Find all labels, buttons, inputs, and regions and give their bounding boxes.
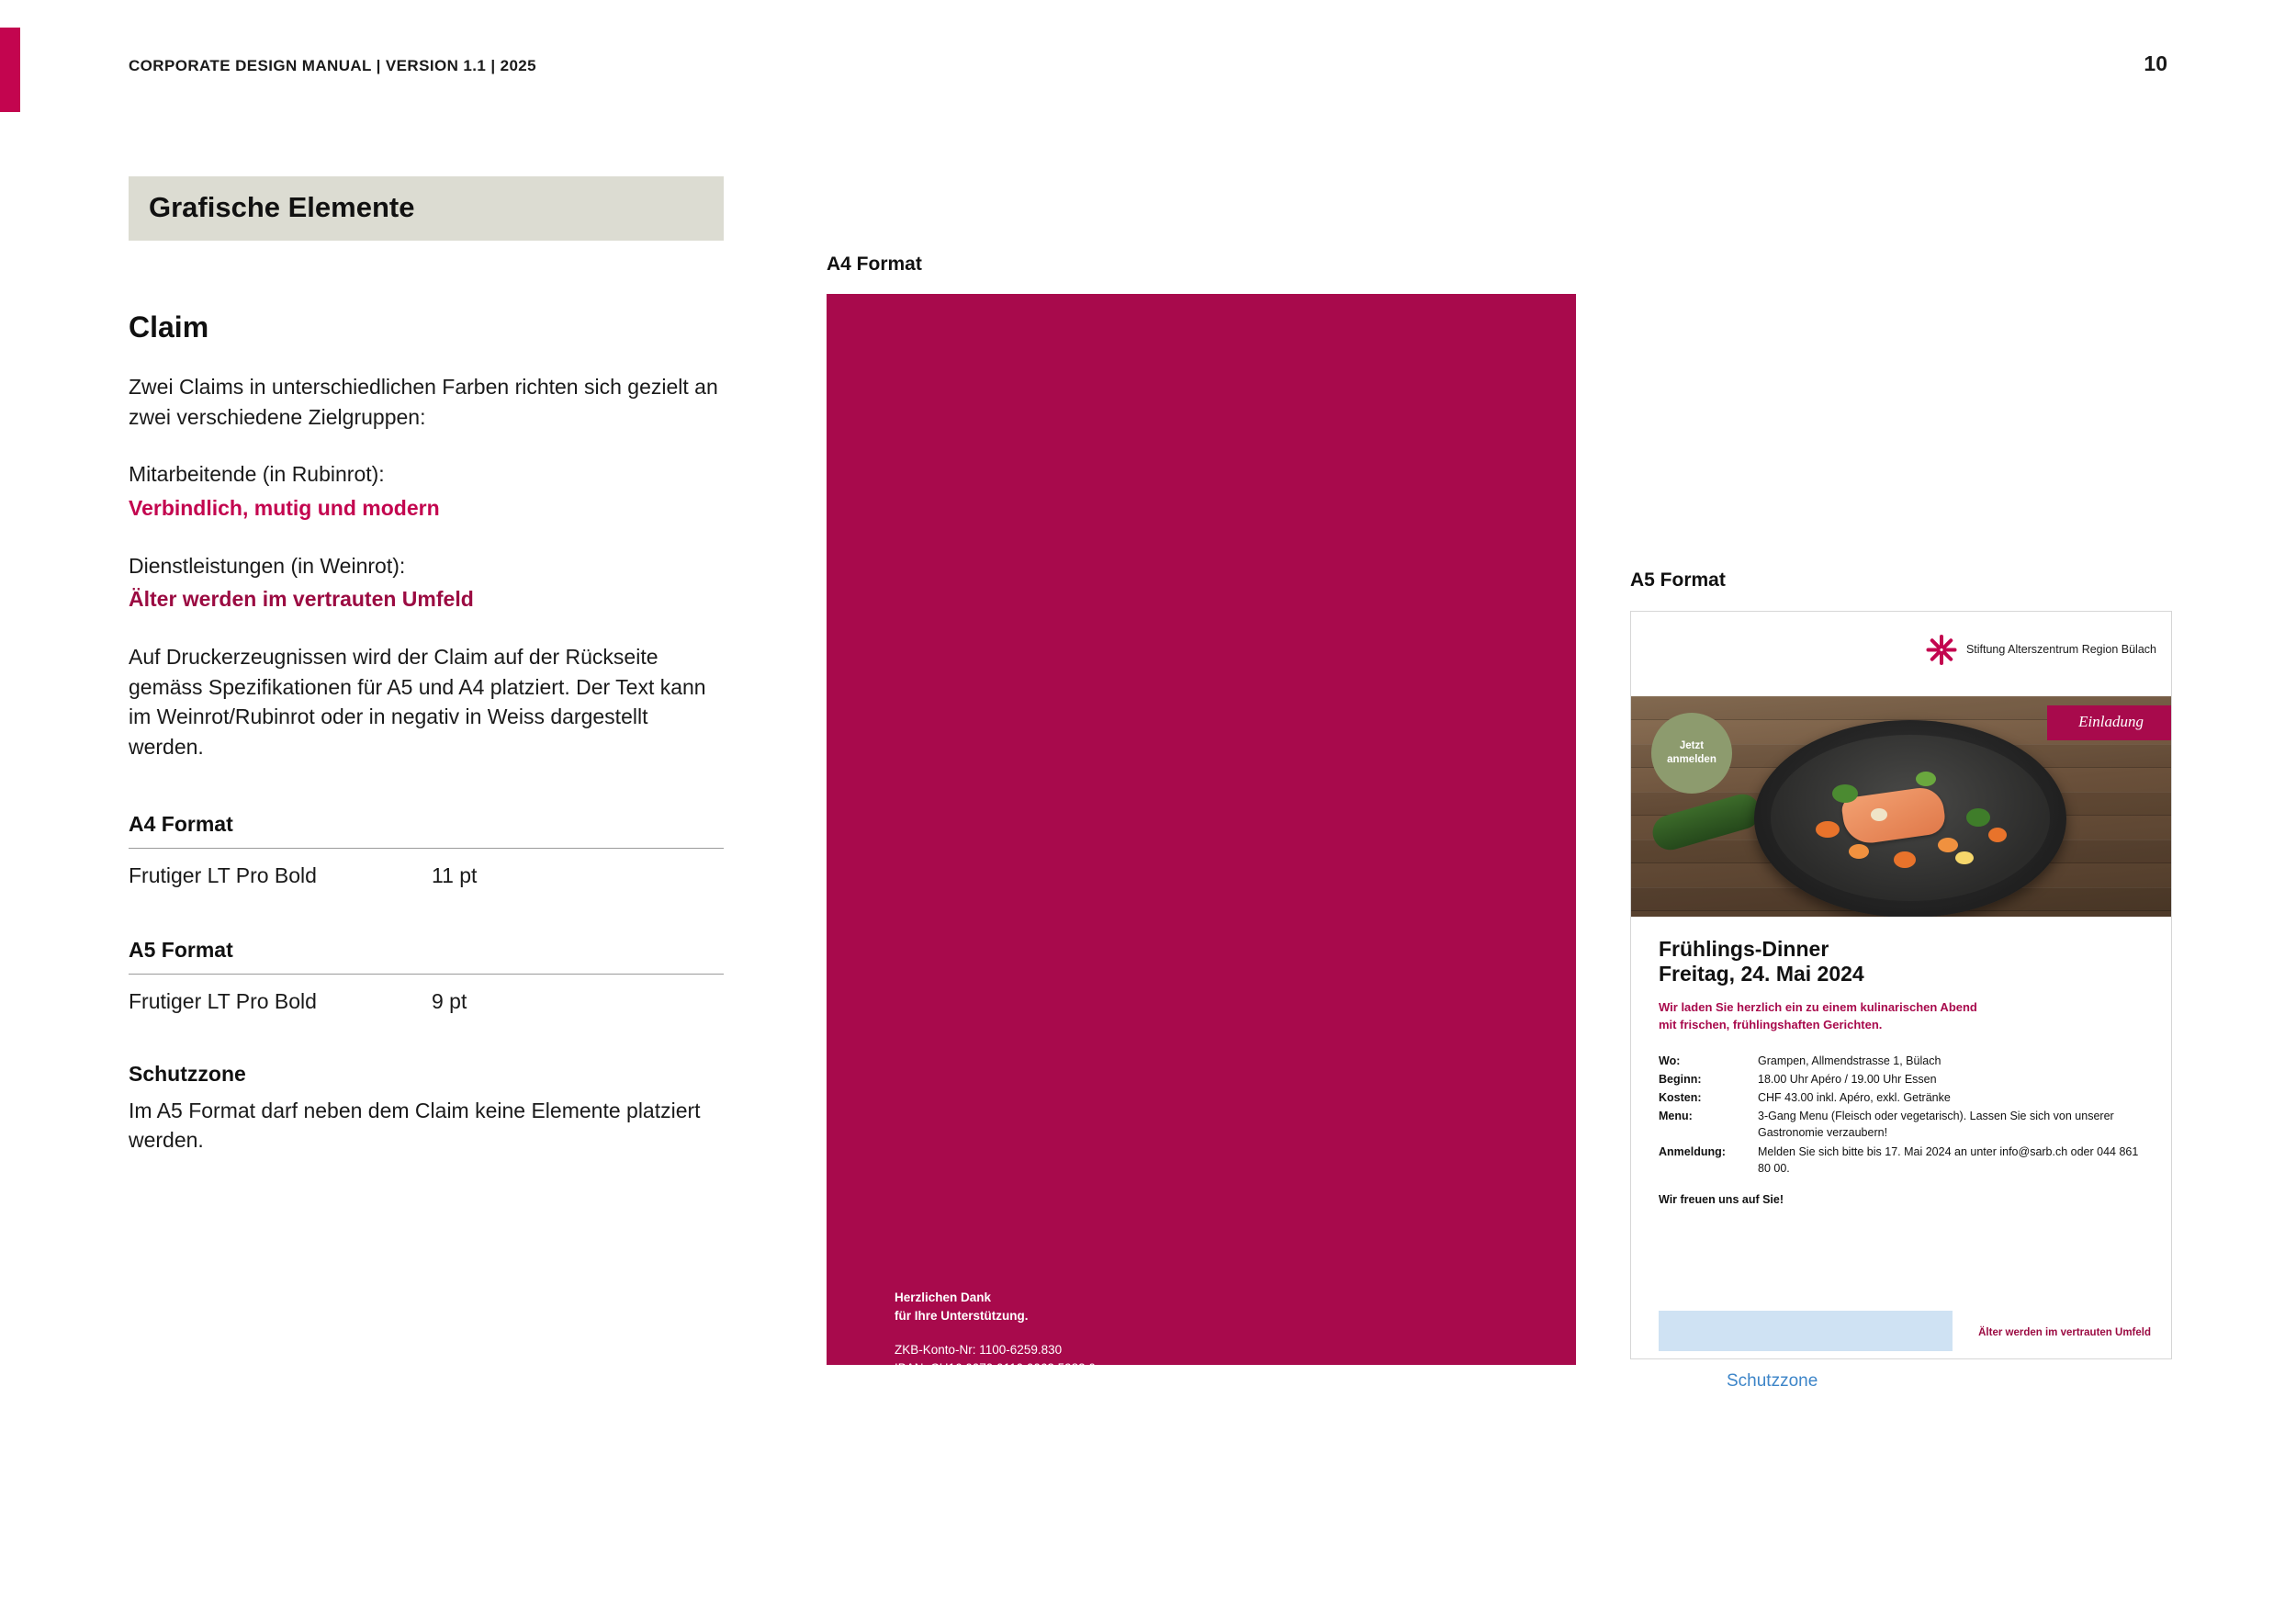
a5-claim-text: Älter werden im vertrauten Umfeld — [1978, 1327, 2151, 1338]
section-title: Grafische Elemente — [149, 191, 415, 223]
detail-value: CHF 43.00 inkl. Apéro, exkl. Getränke — [1758, 1091, 1951, 1105]
a4-fineprint-line-1: Wir sind eine gemeinnützige Stiftung ohne — [895, 1572, 1093, 1584]
table-row — [1659, 1108, 2144, 1141]
a4-fineprint — [895, 1571, 1115, 1603]
a5-content — [1631, 917, 2171, 1206]
pan-with-food — [1754, 720, 2066, 917]
spec-a5-label: A5 Format — [129, 937, 233, 962]
a4-bank-block — [895, 1341, 1096, 1377]
detail-value: Grampen, Allmendstrasse 1, Bülach — [1758, 1054, 1941, 1067]
event-lead-line-2: mit frischen, frühlingshaften Gerichten. — [1659, 1018, 1883, 1032]
invitation-ribbon: Einladung — [2047, 705, 2171, 740]
badge-line-2: anmelden — [1667, 754, 1716, 765]
a5-hero-photo — [1631, 696, 2171, 917]
spec-a5-row — [129, 975, 724, 1014]
claim-dienstleistungen: Älter werden im vertrauten Umfeld — [129, 587, 474, 612]
detail-value: Melden Sie sich bitte bis 17. Mai 2024 an unter info@sarb.ch oder 044 861 80 00. — [1758, 1144, 2139, 1175]
event-outro: Wir freuen uns auf Sie! — [1659, 1192, 1784, 1206]
event-lead-text — [1659, 999, 2144, 1034]
schutzzone-caption: Schutzzone — [1727, 1371, 1818, 1391]
detail-key: Beginn: — [1659, 1073, 1702, 1087]
a5-sheet-preview — [1630, 611, 2172, 1359]
event-title — [1659, 937, 2144, 986]
spec-a4-label: A4 Format — [129, 811, 233, 836]
table-row — [1659, 1071, 2144, 1088]
a4-format-label: A4 Format — [827, 254, 922, 275]
a4-address-email: info@sarb.ch — [895, 1481, 968, 1495]
detail-value: 18.00 Uhr Apéro / 19.00 Uhr Essen — [1758, 1073, 1937, 1087]
table-row — [1659, 1053, 2144, 1069]
page-number: 10 — [2144, 51, 2167, 75]
organization-logo — [1926, 634, 2156, 665]
group-2-label: Dienstleistungen (in Weinrot): — [129, 553, 406, 578]
group-1-label: Mitarbeitende (in Rubinrot): — [129, 462, 385, 487]
spec-a4-font: Frutiger LT Pro Bold — [129, 862, 317, 887]
a4-thanks-line-1: Herzlichen Dank — [895, 1291, 992, 1304]
spec-a4 — [129, 812, 724, 888]
table-row — [1659, 1144, 2144, 1177]
event-title-line-1: Frühlings-Dinner — [1659, 937, 1829, 961]
chapter-edge-marker — [0, 28, 20, 112]
spec-a5-size: 9 pt — [432, 988, 467, 1013]
registration-badge[interactable] — [1651, 713, 1732, 794]
left-column — [129, 176, 724, 1155]
a4-bank-iban: IBAN: CH16 0070 0110 0062 5983 0 — [895, 1360, 1096, 1375]
spec-a4-row — [129, 849, 724, 888]
event-title-line-2: Freitag, 24. Mai 2024 — [1659, 962, 1864, 986]
a5-format-label: A5 Format — [1630, 569, 1726, 591]
a4-thanks-line-2: für Ihre Unterstützung. — [895, 1308, 1029, 1323]
a5-footer — [1631, 1307, 2171, 1358]
a4-bank-account: ZKB-Konto-Nr: 1100-6259.830 — [895, 1343, 1063, 1357]
a4-address-phone: 044 861 80 00 — [895, 1462, 974, 1477]
spec-a5-font: Frutiger LT Pro Bold — [129, 988, 317, 1013]
table-row — [1659, 1089, 2144, 1106]
claim-heading: Claim — [129, 310, 209, 344]
a4-address-org: Stiftung Alterszentrum Region Bülach — [895, 1409, 1100, 1423]
logo-wordmark: Stiftung Alterszentrum Region Bülach — [1965, 643, 2156, 656]
spec-a4-size: 11 pt — [432, 862, 478, 887]
event-lead-line-1: Wir laden Sie herzlich ein zu einem kulinarischen Abend — [1659, 1000, 1977, 1015]
claim-mitarbeitende: Verbindlich, mutig und modern — [129, 495, 440, 520]
page-header — [129, 51, 2167, 76]
a4-address-city: 8180 Bülach — [895, 1445, 964, 1460]
a4-address-street: Allmendstrasse 1 — [895, 1426, 990, 1441]
a4-claim-text: Älter werden im vertrauten Umfeld — [1314, 1587, 1532, 1602]
detail-key: Anmeldung: — [1659, 1144, 1726, 1158]
a5-header — [1631, 612, 2171, 696]
schutzzone-heading: Schutzzone — [129, 1061, 246, 1086]
a4-website: www.sarb.ch — [895, 1524, 965, 1538]
manual-title: CORPORATE DESIGN MANUAL | VERSION 1.1 | 2025 — [129, 57, 537, 74]
detail-key: Menu: — [1659, 1110, 1693, 1123]
spec-a5 — [129, 938, 724, 1014]
detail-value: 3-Gang Menu (Fleisch oder vegetarisch). Lassen Sie sich von unserer Gastronomie verzaubern! — [1758, 1110, 2114, 1140]
event-details-table — [1659, 1053, 2144, 1177]
badge-line-1: Jetzt — [1679, 740, 1705, 752]
claim-placement-text: Auf Druckerzeugnissen wird der Claim auf der Rückseite gemäss Spezifikationen für A5 und A4 platziert. Der Text kann im Weinrot/Rubinrot oder in negativ in Weiss dargestellt werden. — [129, 644, 706, 759]
schutzzone-highlight — [1659, 1311, 1953, 1351]
flower-logo-icon — [1926, 634, 1957, 665]
section-band — [129, 176, 724, 241]
claim-intro-text: Zwei Claims in unterschiedlichen Farben richten sich gezielt an zwei verschiedene Zielgruppen: — [129, 375, 718, 429]
detail-key: Kosten: — [1659, 1091, 1702, 1105]
a4-fineprint-line-2: Defizitgewohnte und auf Spenden angewiesen. — [895, 1588, 1116, 1600]
a4-thanks-block — [895, 1289, 1029, 1324]
detail-key: Wo: — [1659, 1054, 1681, 1067]
schutzzone-text: Im A5 Format darf neben dem Claim keine Elemente platziert werden. — [129, 1098, 701, 1153]
a4-sheet-preview — [827, 294, 1576, 1602]
a4-address-block — [895, 1407, 1100, 1497]
